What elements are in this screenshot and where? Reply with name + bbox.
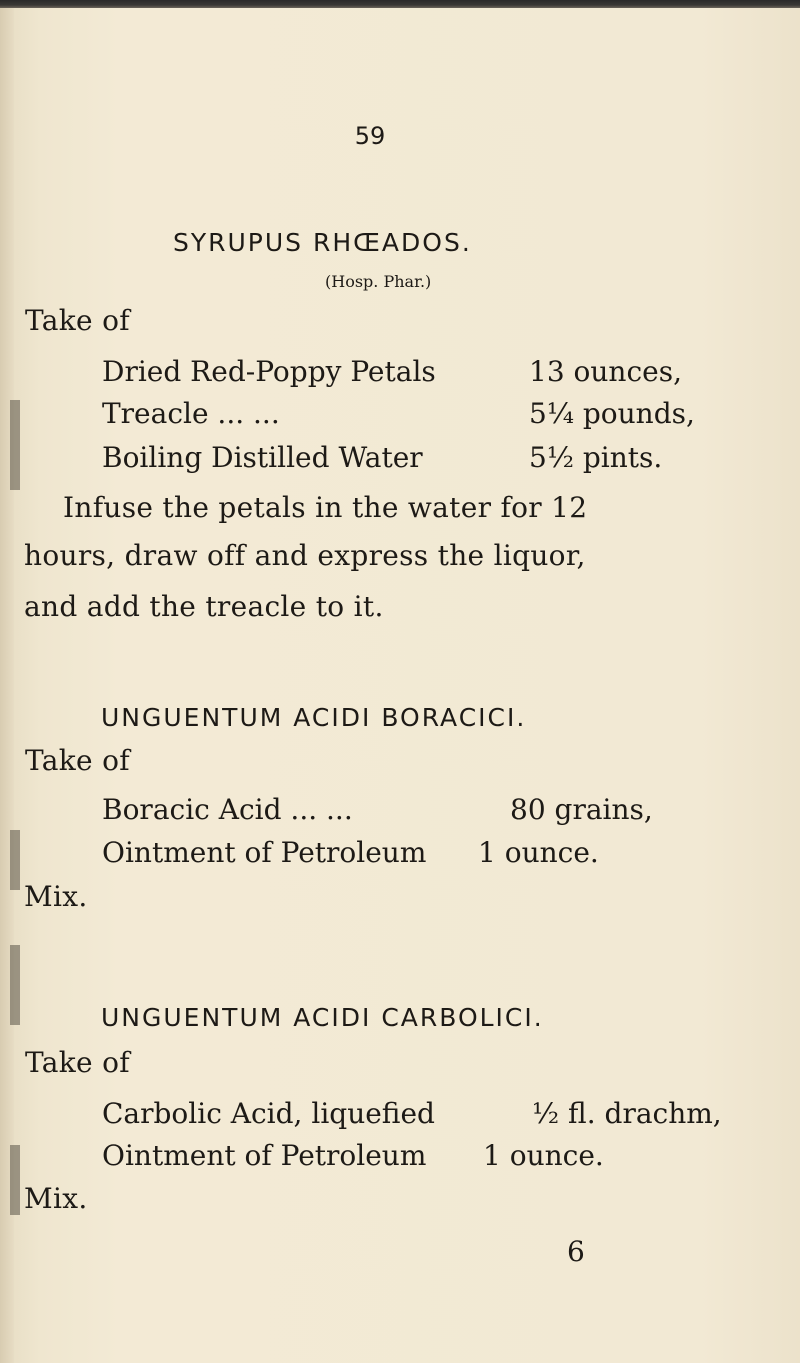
ingredient-name: Boiling Distilled Water bbox=[102, 441, 423, 474]
ingredient-name: Dried Red-Poppy Petals bbox=[102, 355, 436, 388]
instruction-line: Infuse the petals in the water for 12 bbox=[63, 491, 588, 524]
ingredient-quantity: 13 ounces, bbox=[529, 355, 682, 388]
section-title: SYRUPUS RHŒADOS. bbox=[173, 228, 472, 257]
take-of-label: Take of bbox=[25, 1046, 130, 1079]
ingredient-quantity: 5½ pints. bbox=[529, 441, 663, 474]
section-title: UNGUENTUM ACIDI BORACICI. bbox=[101, 703, 527, 732]
page-number: 59 bbox=[354, 122, 386, 150]
edge-smudge bbox=[10, 830, 20, 890]
ingredient-quantity: ½ fl. drachm, bbox=[532, 1097, 722, 1130]
ingredient-quantity: 80 grains, bbox=[510, 793, 653, 826]
ingredient-name: Ointment of Petroleum bbox=[102, 1139, 427, 1172]
ingredient-name: Ointment of Petroleum bbox=[102, 836, 427, 869]
ingredient-quantity: 5¼ pounds, bbox=[529, 397, 695, 430]
section-subtitle: (Hosp. Phar.) bbox=[325, 272, 432, 291]
instruction-line: and add the treacle to it. bbox=[24, 590, 384, 623]
edge-smudge bbox=[10, 1145, 20, 1215]
ingredient-name: Carbolic Acid, liquefied bbox=[102, 1097, 435, 1130]
signature-mark: 6 bbox=[567, 1235, 586, 1268]
ingredient-name: Treacle ... ... bbox=[102, 397, 280, 430]
instruction-line: hours, draw off and express the liquor, bbox=[24, 539, 586, 572]
ingredient-quantity: 1 ounce. bbox=[478, 836, 599, 869]
ingredient-name: Boracic Acid ... ... bbox=[102, 793, 353, 826]
ingredient-quantity: 1 ounce. bbox=[483, 1139, 604, 1172]
instruction-line: Mix. bbox=[24, 1182, 88, 1215]
instruction-line: Mix. bbox=[24, 880, 88, 913]
edge-smudge bbox=[10, 945, 20, 1025]
take-of-label: Take of bbox=[25, 304, 130, 337]
take-of-label: Take of bbox=[25, 744, 130, 777]
section-title: UNGUENTUM ACIDI CARBOLICI. bbox=[101, 1003, 544, 1032]
edge-smudge bbox=[10, 400, 20, 490]
top-edge bbox=[0, 0, 800, 8]
